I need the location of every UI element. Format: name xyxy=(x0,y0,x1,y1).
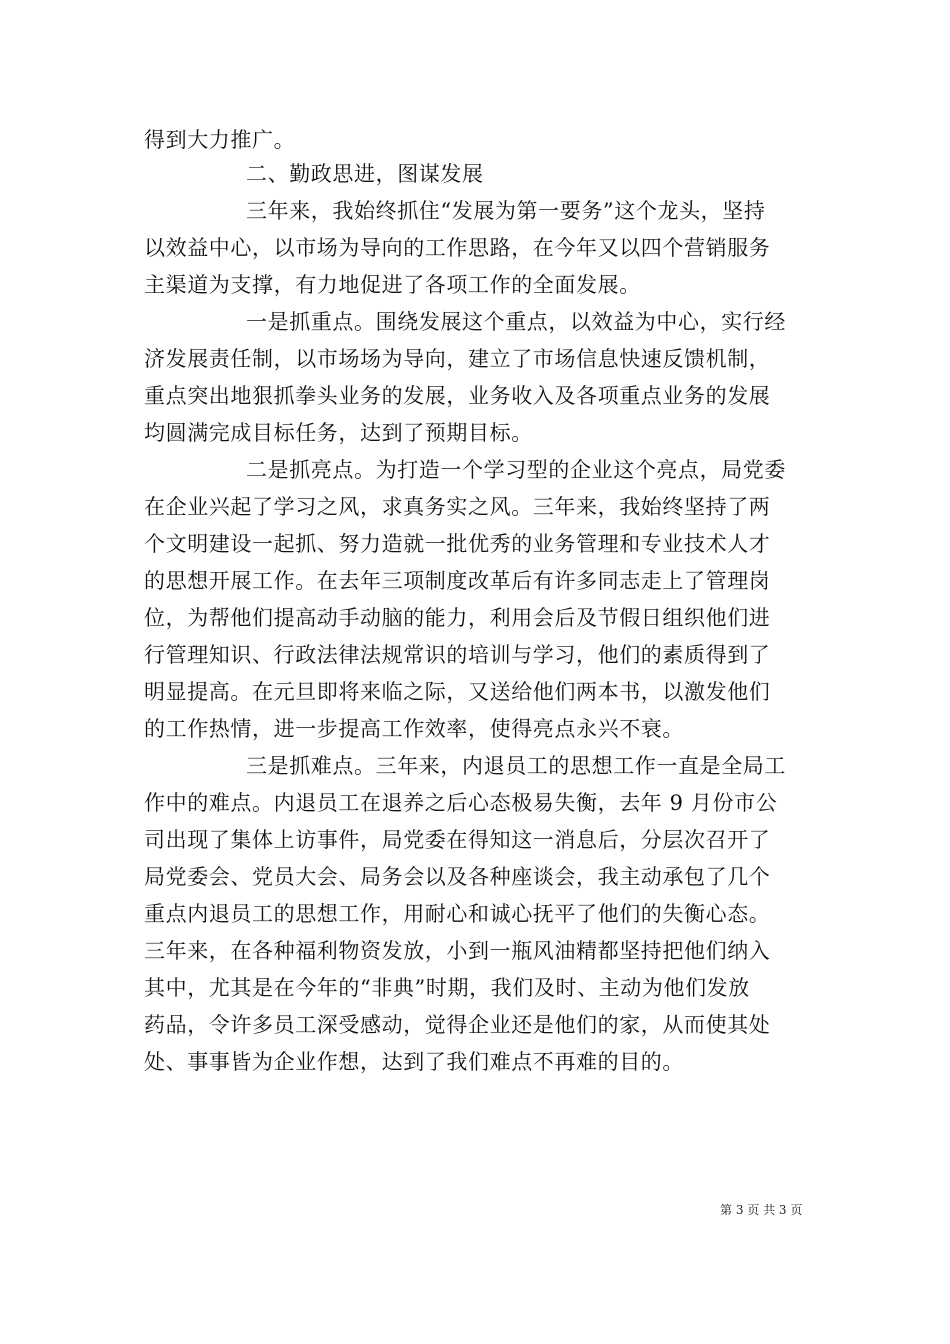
paragraph-line: 重点内退员工的思想工作，用耐心和诚心抚平了他们的失衡心态。 xyxy=(144,902,771,926)
paragraph-line: 位，为帮他们提高动手动脑的能力，利用会后及节假日组织他们进 xyxy=(144,606,771,630)
paragraph-line: 在企业兴起了学习之风，求真务实之风。三年来，我始终坚持了两 xyxy=(144,495,771,519)
paragraph-line: 三年来，我始终抓住“发展为第一要务”这个龙头，坚持 xyxy=(246,199,766,223)
paragraph-line: 济发展责任制，以市场场为导向，建立了市场信息快速反馈机制， xyxy=(144,347,771,371)
paragraph-line: 主渠道为支撑，有力地促进了各项工作的全面发展。 xyxy=(144,273,641,297)
paragraph-line: 作中的难点。内退员工在退养之后心态极易失衡，去年 9 月份市公 xyxy=(144,791,778,815)
paragraph-line: 均圆满完成目标任务，达到了预期目标。 xyxy=(144,421,533,445)
paragraph-line: 的思想开展工作。在去年三项制度改革后有许多同志走上了管理岗 xyxy=(144,569,771,593)
paragraph-line: 药品，令许多员工深受感动，觉得企业还是他们的家，从而使其处 xyxy=(144,1013,771,1037)
paragraph-line: 处、事事皆为企业作想，达到了我们难点不再难的目的。 xyxy=(144,1050,684,1074)
paragraph-line: 二是抓亮点。为打造一个学习型的企业这个亮点，局党委 xyxy=(246,458,786,482)
paragraph-line: 局党委会、党员大会、局务会以及各种座谈会，我主动承包了几个 xyxy=(144,865,771,889)
paragraph-line: 其中，尤其是在今年的“非典”时期，我们及时、主动为他们发放 xyxy=(144,976,750,1000)
paragraph-line: 三年来，在各种福利物资发放，小到一瓶风油精都坚持把他们纳入 xyxy=(144,939,771,963)
page-number: 第 3 页 共 3 页 xyxy=(720,1203,803,1217)
section-heading: 二、勤政思进，图谋发展 xyxy=(246,162,484,186)
paragraph-line: 重点突出地狠抓拳头业务的发展，业务收入及各项重点业务的发展 xyxy=(144,384,771,408)
paragraph-line: 以效益中心，以市场为导向的工作思路，在今年又以四个营销服务 xyxy=(144,236,771,260)
paragraph-line: 行管理知识、行政法律法规常识的培训与学习，他们的素质得到了 xyxy=(144,643,771,667)
paragraph-line: 三是抓难点。三年来，内退员工的思想工作一直是全局工 xyxy=(246,754,786,778)
paragraph-line: 个文明建设一起抓、努力造就一批优秀的业务管理和专业技术人才 xyxy=(144,532,771,556)
paragraph-line: 一是抓重点。围绕发展这个重点，以效益为中心，实行经 xyxy=(246,310,786,334)
paragraph-line: 的工作热情，进一步提高工作效率，使得亮点永兴不衰。 xyxy=(144,717,684,741)
paragraph-line: 得到大力推广。 xyxy=(144,128,296,152)
paragraph-line: 明显提高。在元旦即将来临之际，又送给他们两本书，以激发他们 xyxy=(144,680,771,704)
paragraph-line: 司出现了集体上访事件，局党委在得知这一消息后，分层次召开了 xyxy=(144,828,771,852)
